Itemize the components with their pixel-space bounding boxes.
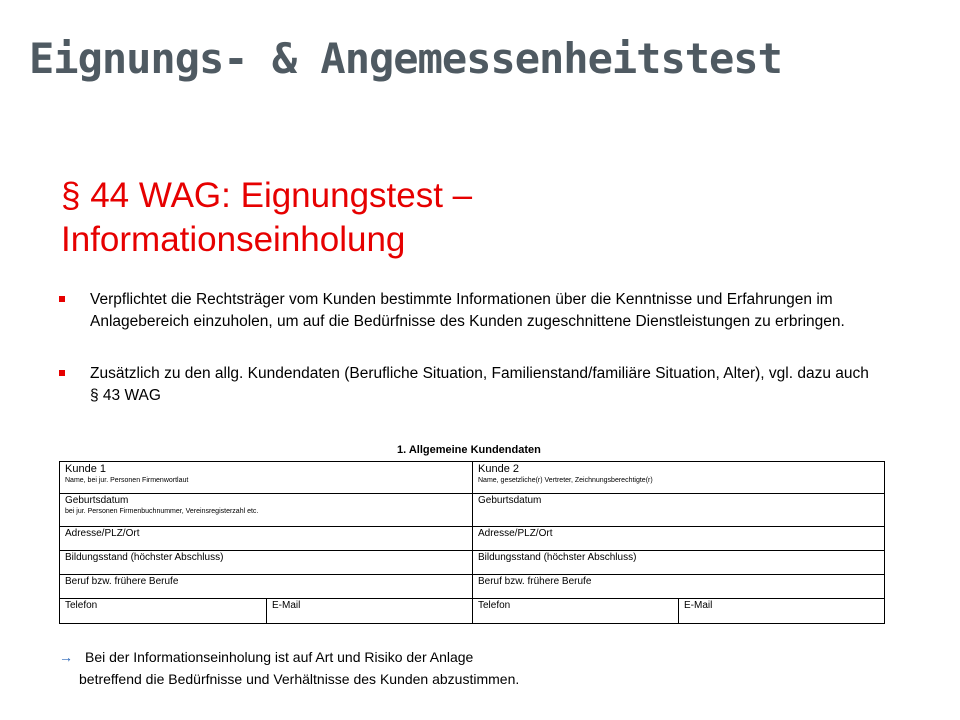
table-cell-geburtsdatum-2: Geburtsdatum: [473, 494, 885, 526]
note-line2: betreffend die Bedürfnisse und Verhältnisse des Kunden abzustimmen.: [79, 671, 520, 687]
bullet-square-icon: [59, 296, 65, 302]
table-row: [60, 598, 885, 623]
cell-label: Kunde 1: [65, 463, 106, 475]
table-row: [60, 494, 885, 526]
arrow-right-icon: →: [59, 649, 73, 665]
bullet-list: [59, 289, 879, 407]
bullet-item: [59, 289, 879, 333]
note-line1: Bei der Informationseinholung ist auf Art und Risiko der Anlage: [85, 649, 474, 665]
bullet-text: Zusätzlich zu den allg. Kundendaten (Berufliche Situation, Familienstand/familiäre Situation, Alter), vgl. dazu auch § 43 WAG: [90, 365, 869, 404]
bullet-item: [59, 363, 879, 407]
table-cell-beruf-1: Beruf bzw. frühere Berufe: [60, 575, 473, 598]
table-cell-adresse-1: Adresse/PLZ/Ort: [60, 526, 473, 550]
table-cell-adresse-2: Adresse/PLZ/Ort: [473, 526, 885, 550]
table-row: [60, 526, 885, 550]
table-cell-beruf-2: Beruf bzw. frühere Berufe: [473, 575, 885, 598]
cell-sublabel: bei jur. Personen Firmenbuchnummer, Vereinsregisterzahl etc.: [65, 508, 259, 516]
table-row: [60, 462, 885, 494]
customer-data-table: [59, 461, 885, 624]
table-cell-email-1: E-Mail: [267, 598, 473, 623]
note-text: [59, 646, 859, 690]
cell-sublabel: Name, bei jur. Personen Firmenwortlaut: [65, 477, 189, 484]
bullet-square-icon: [59, 370, 65, 376]
table-cell-email-2: E-Mail: [679, 598, 885, 623]
cell-label: Geburtsdatum: [65, 495, 129, 507]
table-cell-kunde1: [60, 462, 473, 494]
table-cell-bildung-1: Bildungsstand (höchster Abschluss): [60, 551, 473, 575]
table-cell-kunde2: [473, 462, 885, 494]
table-cell-bildung-2: Bildungsstand (höchster Abschluss): [473, 551, 885, 575]
table-cell-telefon-2: Telefon: [473, 598, 679, 623]
cell-label: Kunde 2: [478, 463, 519, 475]
cell-sublabel: Name, gesetzliche(r) Vertreter, Zeichnungsberechtigte(r): [478, 477, 653, 484]
section-heading-line2: Informationseinholung: [61, 220, 406, 259]
table-caption: 1. Allgemeine Kundendaten: [397, 444, 541, 456]
bullet-text: Verpflichtet die Rechtsträger vom Kunden bestimmte Informationen über die Kenntnisse und Erfahrungen im Anlagebereich einzuholen, um auf die Bedürfnisse des Kunden zugeschnittene Dienstleistungen zu erbringen.: [90, 291, 845, 330]
table-cell-geburtsdatum-1: [60, 494, 473, 526]
slide-title: Eignungs- & Angemessenheitstest: [29, 34, 782, 83]
table-cell-telefon-1: Telefon: [60, 598, 267, 623]
table-row: [60, 551, 885, 575]
section-heading: [61, 174, 661, 262]
table-row: [60, 575, 885, 598]
section-heading-line1: § 44 WAG: Eignungstest –: [61, 176, 473, 215]
